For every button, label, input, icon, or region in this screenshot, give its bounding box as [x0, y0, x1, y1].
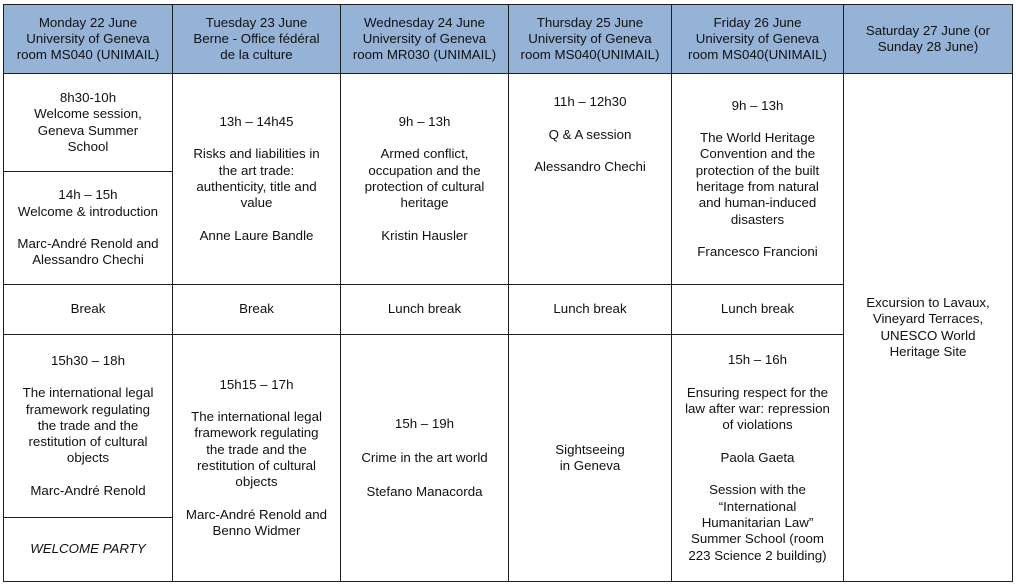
header-row [4, 5, 1013, 74]
friday-break: Lunch break [672, 285, 844, 335]
friday-morning-session: 9h – 13h The World Heritage Convention and the protection of the built heritage from natural and human-induced disasters Francesco Francioni [672, 74, 844, 285]
tuesday-morning-session: 13h – 14h45 Risks and liabilities in the art trade: authenticity, title and value Anne Laure Bandle [173, 74, 341, 285]
wednesday-morning-session: 9h – 13h Armed conflict, occupation and the protection of cultural heritage Kristin Hausler [341, 74, 509, 285]
thursday-break: Lunch break [509, 285, 672, 335]
schedule-table [3, 4, 1013, 582]
morning-row-1 [4, 74, 1013, 172]
friday-afternoon-session: 15h – 16h Ensuring respect for the law after war: repression of violations Paola Gaeta Session with the “International Humanitarian Law” Summer School (room 223 Science 2 building) [672, 335, 844, 582]
monday-afternoon-session: 15h30 – 18h The international legal framework regulating the trade and the restitution of cultural objects Marc-André Renold [4, 335, 173, 518]
tuesday-break: Break [173, 285, 341, 335]
saturday-excursion: Excursion to Lavaux, Vineyard Terraces, UNESCO World Heritage Site [844, 74, 1013, 582]
header-wednesday: Wednesday 24 June University of Geneva room MR030 (UNIMAIL) [341, 5, 509, 74]
monday-break: Break [4, 285, 173, 335]
wednesday-afternoon-session: 15h – 19h Crime in the art world Stefano Manacorda [341, 335, 509, 582]
header-tuesday: Tuesday 23 June Berne - Office fédéral de la culture [173, 5, 341, 74]
wednesday-break: Lunch break [341, 285, 509, 335]
monday-welcome-party: WELCOME PARTY [4, 518, 173, 582]
thursday-afternoon-session: Sightseeing in Geneva [509, 335, 672, 582]
thursday-morning-session: 11h – 12h30 Q & A session Alessandro Chechi [509, 74, 672, 285]
header-friday: Friday 26 June University of Geneva room MS040(UNIMAIL) [672, 5, 844, 74]
tuesday-afternoon-session: 15h15 – 17h The international legal framework regulating the trade and the restitution of cultural objects Marc-André Renold and Benno Widmer [173, 335, 341, 582]
header-saturday: Saturday 27 June (or Sunday 28 June) [844, 5, 1013, 74]
monday-welcome-session: 8h30-10h Welcome session, Geneva Summer School [4, 74, 173, 172]
header-monday: Monday 22 June University of Geneva room MS040 (UNIMAIL) [4, 5, 173, 74]
monday-introduction: 14h – 15h Welcome & introduction Marc-André Renold and Alessandro Chechi [4, 172, 173, 285]
header-thursday: Thursday 25 June University of Geneva room MS040(UNIMAIL) [509, 5, 672, 74]
